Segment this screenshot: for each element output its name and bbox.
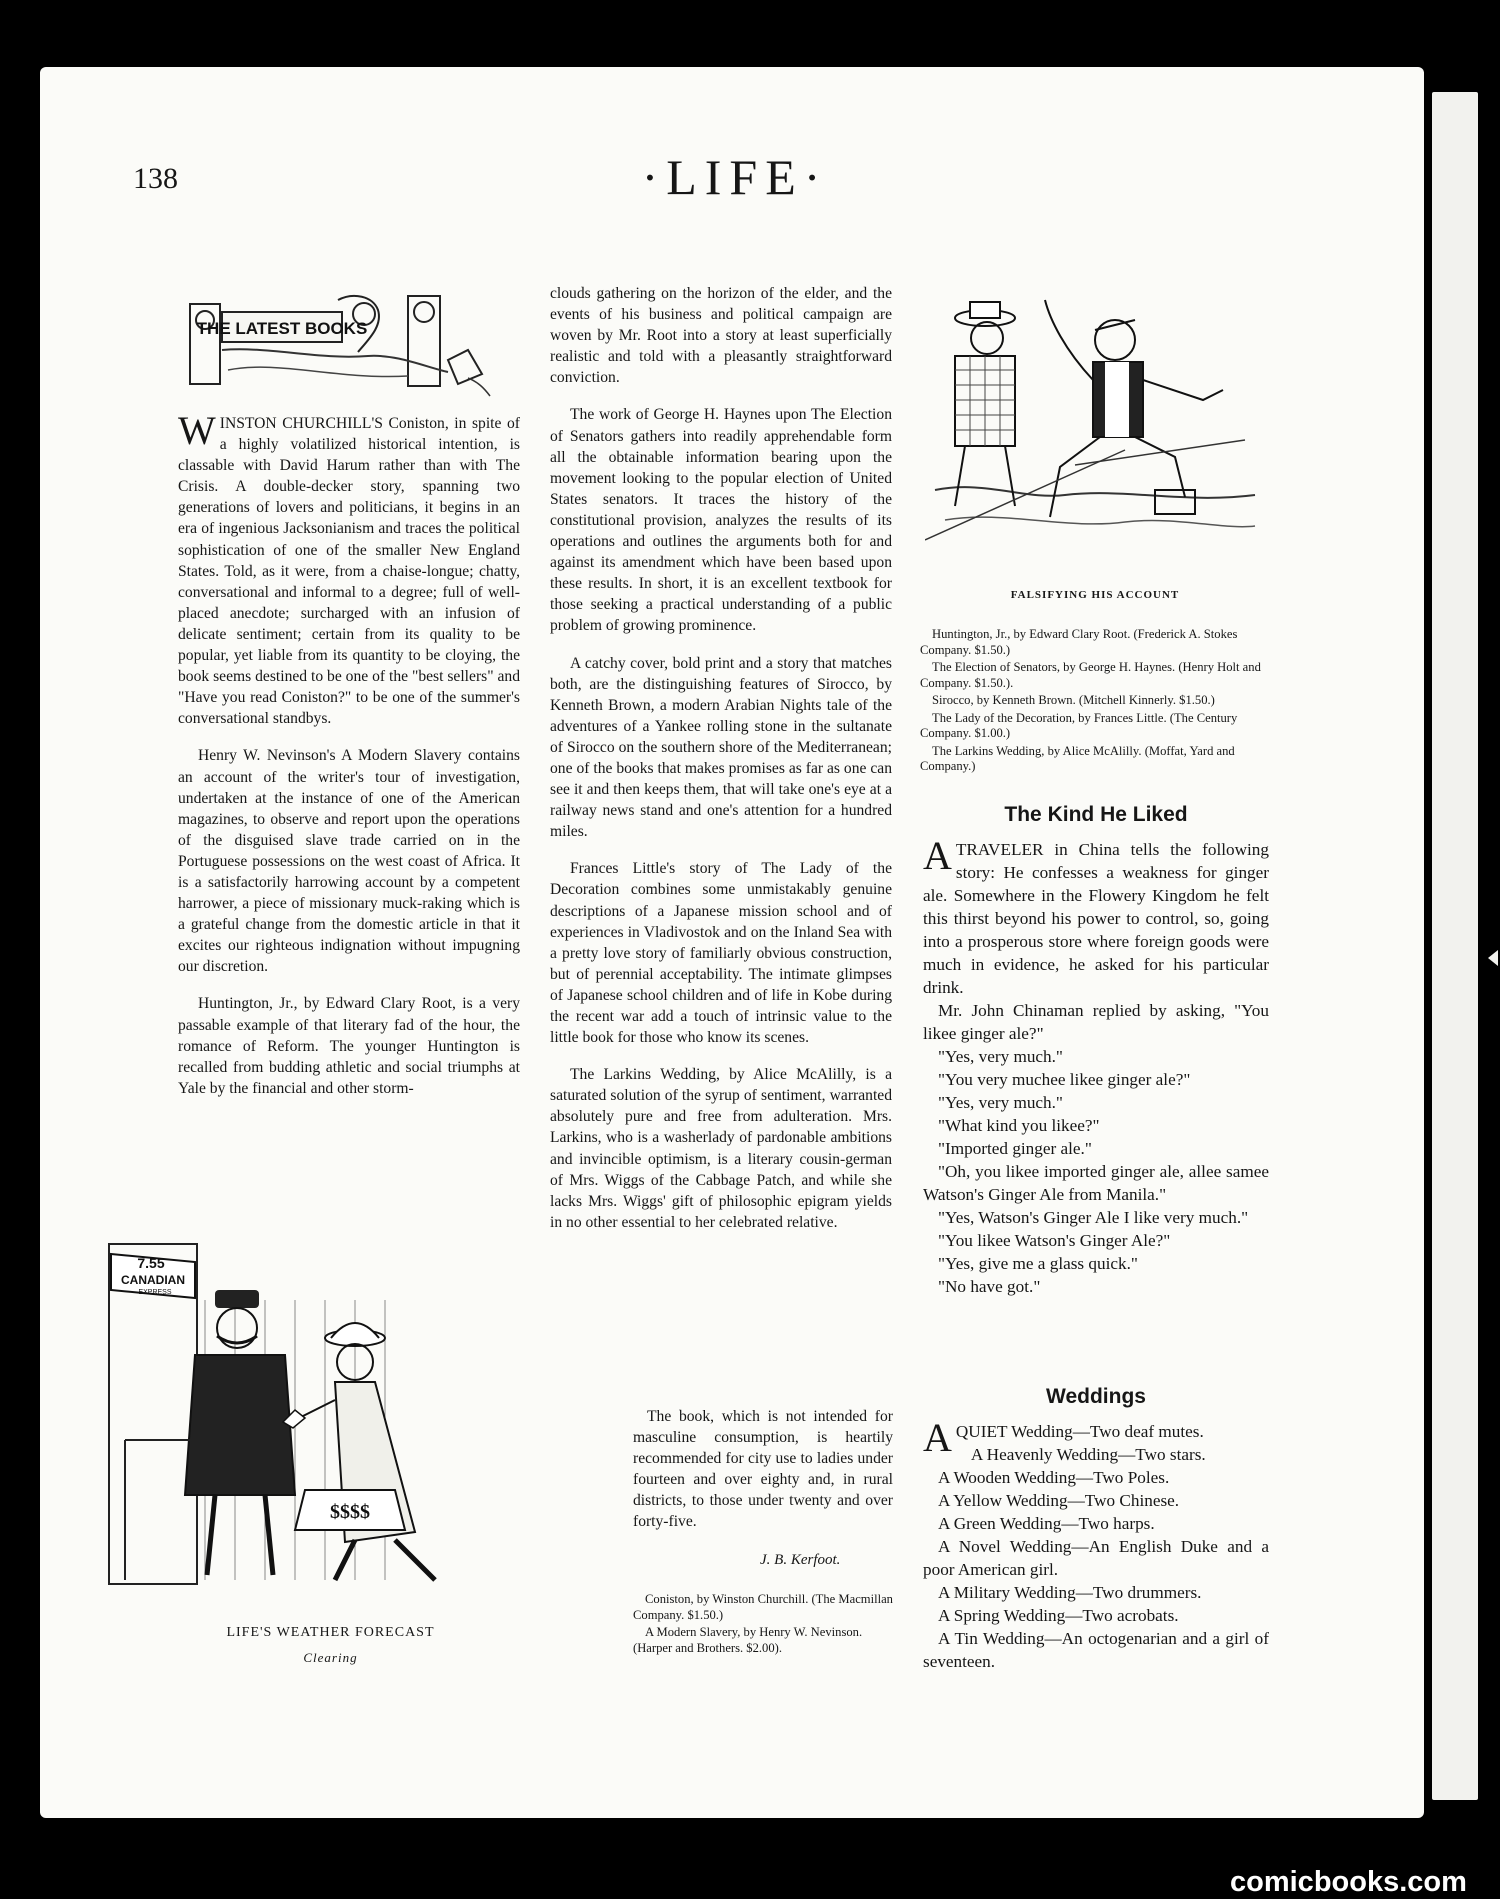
weddings-list xyxy=(923,1415,1269,1673)
story-line: "Imported ginger ale." xyxy=(938,1139,1092,1158)
sign-line2: EXPRESS xyxy=(138,1289,172,1296)
page-edge-tab xyxy=(1488,950,1498,966)
book-ref: A Modern Slavery, by Henry W. Nevinson. (Harper and Brothers. $2.00). xyxy=(633,1625,863,1655)
book-ref: The Election of Senators, by George H. Haynes. (Henry Holt and Company. $1.50.). xyxy=(920,660,1261,690)
story-line: "Yes, very much." xyxy=(938,1047,1063,1066)
site-watermark: comicbooks.com xyxy=(1230,1866,1467,1898)
cartoon-subcaption: Clearing xyxy=(303,1650,358,1665)
wedding-line: A Green Wedding—Two harps. xyxy=(938,1514,1155,1533)
right-book-refs xyxy=(920,627,1270,777)
kind-he-liked-story xyxy=(923,833,1269,1298)
wedding-line: AQUIET Wedding—Two deaf mutes. xyxy=(923,1415,1204,1460)
weddings-title: Weddings xyxy=(1046,1385,1146,1408)
wedding-line: A Yellow Wedding—Two Chinese. xyxy=(938,1491,1180,1510)
weather-forecast-cartoon xyxy=(105,1240,605,1610)
sirocco-review: A catchy cover, bold print and a story that matches both, are the distinguishing features of Sirocco, by Kenneth Brown, a modern Arabian Nights tale of the adventures of a Yankee rolling stone in the sultanate of Sirocco on the southern shore of the Mediterranean; one of the books that makes promises as far as one can see it and then keeps them, that will take one's eye at a railway news stand and one's attention for a hundred miles. xyxy=(550,654,892,841)
huntington-review: Huntington, Jr., by Edward Clary Root, is a very passable example of that literary fad of the hour, the romance of Reform. The younger Huntington is recalled from budding athletic and social triumphs at Yale by the financial and other storm- xyxy=(178,995,520,1097)
wedding-line: A Novel Wedding—An English Duke and a poor American girl. xyxy=(923,1537,1269,1579)
illustration-caption: FALSIFYING HIS ACCOUNT xyxy=(1010,589,1180,601)
story-line: Mr. John Chinaman replied by asking, "You likee ginger ale?" xyxy=(923,1001,1269,1043)
fishermen-illustration xyxy=(925,290,1265,580)
book-ref: The Lady of the Decoration, by Frances Little. (The Century Company. $1.00.) xyxy=(920,710,1238,740)
reviewer-signature: J. B. Kerfoot. xyxy=(760,1552,841,1568)
sign-number: 7.55 xyxy=(137,1255,165,1271)
huntington-review-continued: clouds gathering on the horizon of the elder, and the events of his business and political campaign are woven by Mr. Root into a story at least superficially realistic and told with a pleasantly straightforward conviction. xyxy=(550,285,892,387)
story-line: "Oh, you likee imported ginger ale, allee samee Watson's Ginger Ale from Manila." xyxy=(923,1162,1269,1204)
story-line: "Yes, Watson's Ginger Ale I like very much." xyxy=(938,1208,1249,1227)
book-ref: Sirocco, by Kenneth Brown. (Mitchell Kinnerly. $1.50.) xyxy=(932,693,1215,707)
lady-decoration-review: Frances Little's story of The Lady of the Decoration combines some unmistakably genuine descriptions of a Japanese mission school and of experiences in Vladivostok and on the Inland Sea with a pretty love story of familiarly obvious construction, but of perennial acceptability. The intimate glimpses of Japanese school children and of life in Kobe during the recent war add a touch of intrinsic value to the little book for those who know its scenes. xyxy=(550,860,892,1047)
masthead: ·LIFE· xyxy=(641,149,829,205)
cartoon-caption: LIFE'S WEATHER FORECAST xyxy=(226,1625,435,1640)
book-ref: The Larkins Wedding, by Alice McAlilly. (Moffat, Yard and Company.) xyxy=(920,743,1235,773)
bag-text: $$$$ xyxy=(330,1501,370,1523)
wedding-line: A Military Wedding—Two drummers. xyxy=(938,1583,1202,1602)
banner-text: THE LATEST BOOKS xyxy=(196,319,368,338)
larkins-closing: The book, which is not intended for masculine consumption, is heartily recommended for city use to ladies under fourteen and over eighty and, in rural districts, to those under twenty and over forty-five. xyxy=(633,1408,893,1531)
story-line: "Yes, give me a glass quick." xyxy=(938,1254,1138,1273)
wedding-line: A Heavenly Wedding—Two stars. xyxy=(970,1445,1206,1464)
coniston-review: WINSTON CHURCHILL'S Coniston, in spite of a highly volatilized historical intention, is classable with David Harum rather than with The Crisis. A double-decker story, spanning two generations of lovers and politicians, it begins in an era of ingenious Jacksonianism and traces the political sophistication of one of the smaller New England States. Told, as it were, from a chaise-longue; chatty, conversational and informal to a degree; full of well-placed anecdote; surcharged with an infusion of delicate sentiment; certain from its quality to be popular, yet liable from its quantity to be cloying, the book seems destined to be one of the "best sellers" and "Have you read Coniston?" to be one of the summer's conversational standbys. xyxy=(178,408,520,728)
story-line: ATRAVELER in China tells the following story: He confesses a weakness for ginger ale. Somewhere in the Flowery Kingdom he felt this thirst beyond his power to control, so, going into a prosperous store where foreign goods were much in evidence, he asked for his particular drink. xyxy=(923,833,1269,997)
modern-slavery-review: Henry W. Nevinson's A Modern Slavery contains an account of the writer's tour of investigation, undertaken at the instance of one of the American magazines, to observe and report upon the operations of the disguised slave trade carried on in the Portuguese possessions on the west coast of Africa. It is a satisfactorily harrowing account by a competent harrower, a piece of missionary muck-raking which is a grateful change from the domestic article in that it excites our righteous indignation without impugning our discretion. xyxy=(178,747,520,976)
kind-he-liked-title: The Kind He Liked xyxy=(1004,803,1188,826)
election-review: The work of George H. Haynes upon The Election of Senators gathers into readily apprehendable form all the obtainable information bearing upon the movement looking to the popular election of United States senators. It traces the history of the constitutional provision, analyzes the results of its operations and outlines the arguments both for and against its amendment which have been based upon these results. In short, it is an excellent textbook for those seeking a practical understanding of a public problem of growing prominence. xyxy=(550,406,892,635)
story-line: "What kind you likee?" xyxy=(938,1116,1100,1135)
story-line: "You likee Watson's Ginger Ale?" xyxy=(938,1231,1171,1250)
sign-line1: CANADIAN xyxy=(121,1273,185,1287)
middle-column xyxy=(550,283,892,1233)
next-page-edge xyxy=(1432,92,1478,1800)
wedding-line: A Spring Wedding—Two acrobats. xyxy=(938,1606,1179,1625)
books-column xyxy=(178,408,520,1099)
book-ref: Coniston, by Winston Churchill. (The Macmillan Company. $1.50.) xyxy=(633,1592,893,1622)
page-number: 138 xyxy=(133,162,178,195)
story-line: "Yes, very much." xyxy=(938,1093,1063,1112)
larkins-review: The Larkins Wedding, by Alice McAlilly, is a saturated solution of the syrup of sentiment, warranted absolutely pure and free from adulteration. Mrs. Larkins, who is a washerlady of pardonable ambitions and invincible optimism, is a literary cousin-german of Mrs. Wiggs of the Cabbage Patch, and while she lacks Mrs. Wiggs' gift of philosophic epigram yields in no other essential to her celebrated relative. xyxy=(550,1066,892,1231)
middle-book-refs xyxy=(633,1592,895,1658)
larkins-review-continued xyxy=(633,1406,893,1533)
book-ref: Huntington, Jr., by Edward Clary Root. (Frederick A. Stokes Company. $1.50.) xyxy=(920,627,1238,657)
story-line: "No have got." xyxy=(938,1277,1041,1296)
story-line: "You very muchee likee ginger ale?" xyxy=(938,1070,1191,1089)
wedding-line: A Wooden Wedding—Two Poles. xyxy=(938,1468,1170,1487)
latest-books-banner xyxy=(178,290,518,400)
wedding-line: A Tin Wedding—An octogenarian and a girl of seventeen. xyxy=(923,1629,1269,1671)
